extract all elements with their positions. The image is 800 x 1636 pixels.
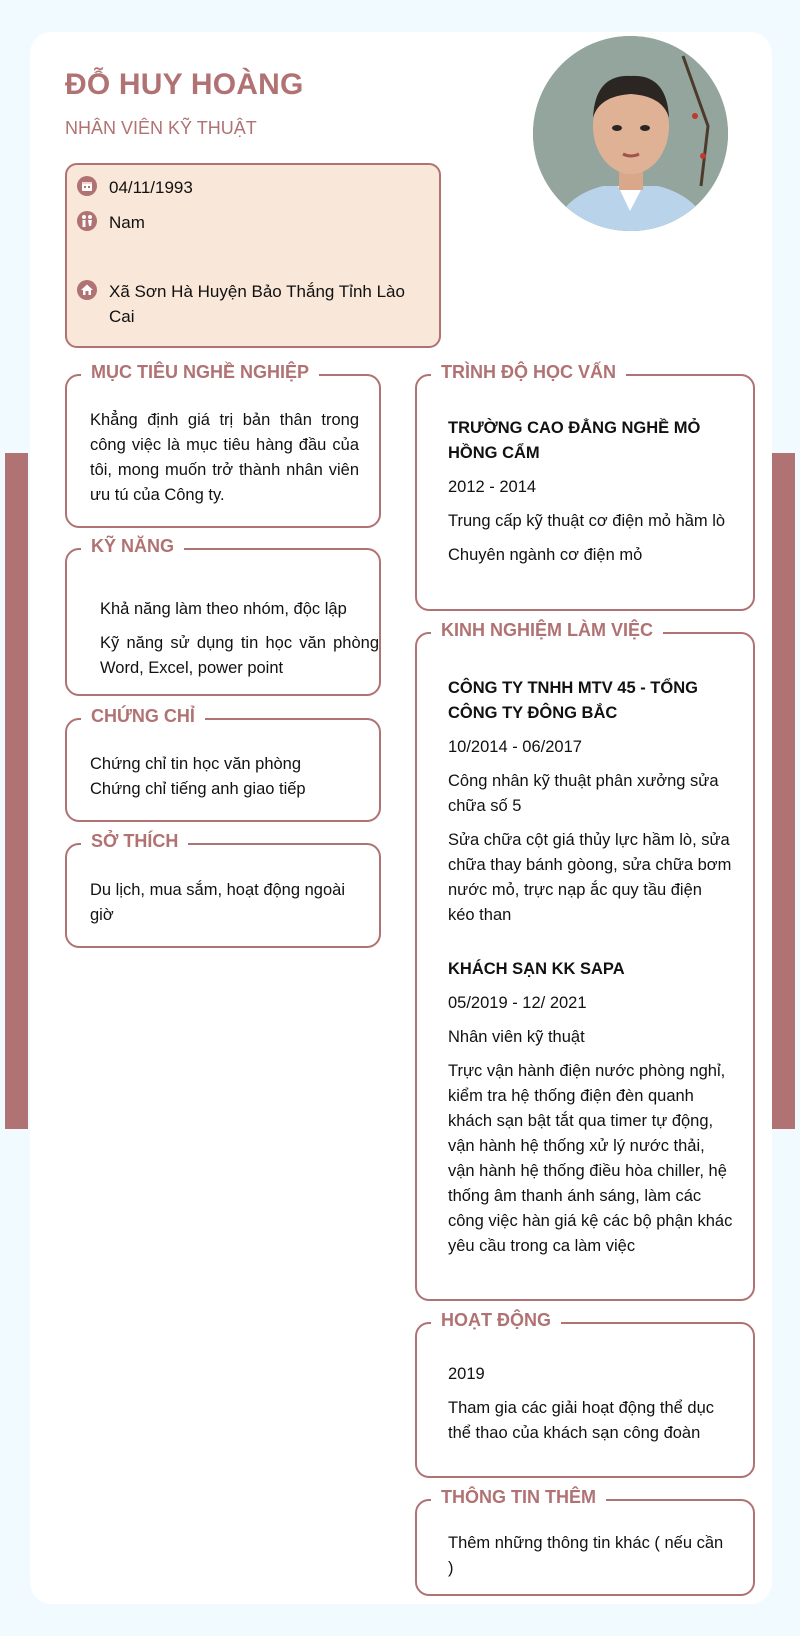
job-period: 05/2019 - 12/ 2021 bbox=[448, 994, 587, 1012]
activity-text: Tham gia các giải hoạt động thể dục thể thao của khách sạn công đoàn bbox=[448, 1399, 715, 1442]
hobbies-title: SỞ THÍCH bbox=[81, 831, 188, 852]
skill-item: Khả năng làm theo nhóm, độc lập bbox=[100, 600, 347, 618]
certificates-title: CHỨNG CHỈ bbox=[81, 706, 205, 727]
address-value: Xã Sơn Hà Huyện Bảo Thắng Tỉnh Lào Cai bbox=[109, 282, 405, 326]
additional-info-section bbox=[415, 1487, 755, 1596]
activities-section bbox=[415, 1310, 755, 1478]
gender-row bbox=[77, 210, 409, 235]
calendar-icon bbox=[77, 176, 97, 196]
right-decor-band bbox=[772, 453, 795, 1129]
skill-item: Kỹ năng sử dụng tin học văn phòng Word, Excel, power point bbox=[100, 634, 379, 677]
certificates-list bbox=[90, 752, 359, 802]
education-major: Chuyên ngành cơ điện mỏ bbox=[448, 546, 643, 564]
left-decor-band bbox=[5, 453, 28, 1129]
certificate-item: Chứng chỉ tiếng anh giao tiếp bbox=[90, 780, 306, 798]
education-title: TRÌNH ĐỘ HỌC VẤN bbox=[431, 362, 626, 383]
gender-value: Nam bbox=[109, 213, 145, 232]
job-position: Công nhân kỹ thuật phân xưởng sửa chữa số 5 bbox=[448, 772, 719, 815]
skills-title: KỸ NĂNG bbox=[81, 536, 184, 557]
home-icon bbox=[77, 280, 97, 300]
birthday-value: 04/11/1993 bbox=[109, 178, 193, 197]
job-period: 10/2014 - 06/2017 bbox=[448, 738, 582, 756]
activities-body bbox=[448, 1362, 733, 1455]
school-name: TRƯỜNG CAO ĐẲNG NGHỀ MỎ HỒNG CẨM bbox=[448, 419, 701, 462]
candidate-name: ĐỖ HUY HOÀNG bbox=[65, 68, 304, 101]
job-description: Sửa chữa cột giá thủy lực hầm lò, sửa chữa thay bánh gòong, sửa chữa bơm nước mỏ, trực nạp ắc quy tầu điện kéo than bbox=[448, 831, 732, 924]
objective-section bbox=[65, 362, 381, 528]
activity-year: 2019 bbox=[448, 1365, 485, 1383]
job-company: KHÁCH SẠN KK SAPA bbox=[448, 960, 625, 978]
job-description: Trực vận hành điện nước phòng nghỉ, kiểm tra hệ thống điện đèn quanh khách sạn bật tắt qua timer tự động, vận hành hệ thống xử lý nước thải, vận hành hệ thống điều hòa chiller, hệ thống âm thanh ánh sáng, làm các công việc hàn giá kệ các bộ phận khác yêu cầu trong ca làm việc bbox=[448, 1062, 733, 1255]
skills-section bbox=[65, 536, 381, 696]
additional-info-text: Thêm những thông tin khác ( nếu cần ) bbox=[448, 1534, 724, 1577]
experience-section bbox=[415, 620, 755, 1301]
job-company: CÔNG TY TNHH MTV 45 - TỔNG CÔNG TY ĐÔNG BẮC bbox=[448, 679, 698, 722]
gender-icon bbox=[77, 211, 97, 231]
birthday-row bbox=[77, 175, 409, 200]
objective-text: Khẳng định giá trị bản thân trong công việc là mục tiêu hàng đầu của tôi, mong muốn trở thành nhân viên ưu tú của Công ty. bbox=[90, 411, 359, 504]
experience-body bbox=[448, 676, 733, 1268]
additional-info-title: THÔNG TIN THÊM bbox=[431, 1487, 606, 1508]
personal-info-box bbox=[65, 163, 441, 348]
objective-title: MỤC TIÊU NGHỀ NGHIỆP bbox=[81, 362, 319, 383]
hobbies-section bbox=[65, 831, 381, 948]
address-row bbox=[77, 279, 409, 329]
education-body bbox=[448, 416, 733, 577]
certificates-section bbox=[65, 706, 381, 822]
job-title: NHÂN VIÊN KỸ THUẬT bbox=[65, 118, 257, 138]
experience-title: KINH NGHIỆM LÀM VIỆC bbox=[431, 620, 663, 641]
education-degree: Trung cấp kỹ thuật cơ điện mỏ hầm lò bbox=[448, 512, 726, 530]
education-section bbox=[415, 362, 755, 611]
skills-list bbox=[100, 597, 379, 690]
activities-title: HOẠT ĐỘNG bbox=[431, 1310, 561, 1331]
certificate-item: Chứng chỉ tin học văn phòng bbox=[90, 755, 302, 773]
job-position: Nhân viên kỹ thuật bbox=[448, 1028, 585, 1046]
hobbies-text: Du lịch, mua sắm, hoạt động ngoài giờ bbox=[90, 881, 345, 924]
avatar bbox=[533, 36, 728, 231]
education-period: 2012 - 2014 bbox=[448, 478, 537, 496]
